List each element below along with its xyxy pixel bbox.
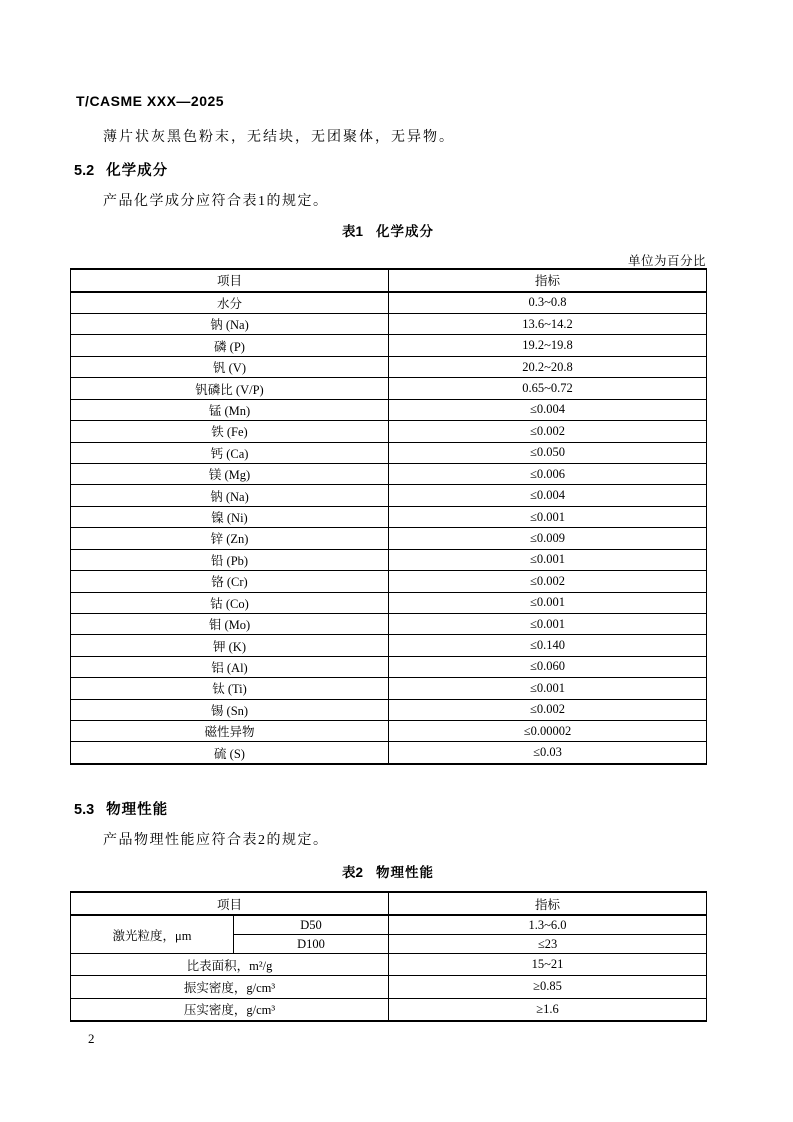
table-row [71,549,707,570]
table-row [71,463,707,484]
item-cell: 压实密度，g/cm³ [71,998,389,1021]
table1-caption-title: 化学成分 [376,224,434,239]
spec-cell: ≤0.00002 [389,721,707,742]
intro-paragraph: 薄片状灰黑色粉末，无结块，无团聚体，无异物。 [103,130,455,145]
item-cell: 钾 (K) [71,635,389,656]
item-cell: 钛 (Ti) [71,678,389,699]
item-cell: 磁性异物 [71,721,389,742]
column-header-item: 项目 [71,269,389,292]
spec-cell: 1.3~6.0 [389,915,707,934]
item-group-cell: 激光粒度，μm [71,915,234,953]
physical-properties-paragraph: 产品物理性能应符合表2的规定。 [103,833,329,848]
item-cell: 硫 (S) [71,742,389,764]
spec-cell: ≥1.6 [389,998,707,1021]
item-cell: 铁 (Fe) [71,421,389,442]
item-cell: 镁 (Mg) [71,463,389,484]
table-row [71,421,707,442]
column-header-spec: 指标 [389,269,707,292]
spec-cell: 0.3~0.8 [389,292,707,314]
table2-caption [70,861,706,881]
table-row [71,292,707,314]
spec-cell: ≤0.009 [389,528,707,549]
chemical-composition-table [70,268,707,765]
table-row [71,635,707,656]
spec-cell: ≤0.001 [389,506,707,527]
spec-cell: ≥0.85 [389,976,707,998]
table-row [71,314,707,335]
column-header-item: 项目 [71,892,389,915]
section-5-2-heading [74,159,168,180]
table1-unit-note: 单位为百分比 [627,254,706,268]
spec-cell: ≤0.060 [389,656,707,677]
spec-cell: ≤0.002 [389,421,707,442]
section-title: 物理性能 [106,802,169,818]
table2-caption-label: 表2 [341,865,363,880]
physical-properties-table [70,891,707,1022]
spec-cell: ≤0.002 [389,571,707,592]
item-cell: 锰 (Mn) [71,399,389,420]
table1-caption [70,220,706,240]
spec-cell: 20.2~20.8 [389,356,707,377]
spec-cell: ≤23 [389,935,707,954]
item-cell: 磷 (P) [71,335,389,356]
table2-caption-title: 物理性能 [376,865,434,880]
item-cell: 比表面积，m²/g [71,954,389,976]
item-cell: 钠 (Na) [71,485,389,506]
section-number: 5.3 [74,802,95,818]
item-cell: 钴 (Co) [71,592,389,613]
item-cell: 钒 (V) [71,356,389,377]
doc-code-header: T/CASME XXX—2025 [76,93,225,109]
spec-cell: ≤0.001 [389,613,707,634]
table-row [71,571,707,592]
spec-cell: 19.2~19.8 [389,335,707,356]
section-number: 5.2 [74,163,95,179]
table-row [71,721,707,742]
table-header-row [71,892,707,915]
spec-cell: ≤0.001 [389,592,707,613]
sub-item-cell: D50 [234,915,389,934]
table-row [71,506,707,527]
table-row [71,613,707,634]
spec-cell: ≤0.050 [389,442,707,463]
spec-cell: ≤0.03 [389,742,707,764]
table-row [71,335,707,356]
sub-item-cell: D100 [234,935,389,954]
spec-cell: 15~21 [389,954,707,976]
table-row [71,528,707,549]
spec-cell: 13.6~14.2 [389,314,707,335]
table-row [71,656,707,677]
item-cell: 铅 (Pb) [71,549,389,570]
item-cell: 锌 (Zn) [71,528,389,549]
spec-cell: ≤0.001 [389,549,707,570]
table-row [71,378,707,399]
table-row [71,742,707,764]
table-row [71,998,707,1021]
spec-cell: ≤0.140 [389,635,707,656]
chemical-composition-paragraph: 产品化学成分应符合表1的规定。 [103,194,329,209]
table-row [71,399,707,420]
table-row [71,915,707,934]
table-row [71,592,707,613]
table-row [71,356,707,377]
table-row [71,699,707,720]
item-cell: 钠 (Na) [71,314,389,335]
item-cell: 铝 (Al) [71,656,389,677]
item-cell: 钼 (Mo) [71,613,389,634]
column-header-spec: 指标 [389,892,707,915]
spec-cell: ≤0.002 [389,699,707,720]
spec-cell: ≤0.004 [389,485,707,506]
item-cell: 钙 (Ca) [71,442,389,463]
spec-cell: 0.65~0.72 [389,378,707,399]
table-header-row [71,269,707,292]
item-cell: 铬 (Cr) [71,571,389,592]
spec-cell: ≤0.004 [389,399,707,420]
item-cell: 水分 [71,292,389,314]
section-5-3-heading [74,798,168,819]
table-row [71,442,707,463]
table-row [71,954,707,976]
item-cell: 镍 (Ni) [71,506,389,527]
table-row [71,976,707,998]
table-row [71,485,707,506]
page-number: 2 [88,1031,95,1046]
item-cell: 振实密度，g/cm³ [71,976,389,998]
item-cell: 钒磷比 (V/P) [71,378,389,399]
spec-cell: ≤0.006 [389,463,707,484]
spec-cell: ≤0.001 [389,678,707,699]
section-title: 化学成分 [106,163,169,179]
table1-caption-label: 表1 [341,224,363,239]
item-cell: 锡 (Sn) [71,699,389,720]
table-row [71,678,707,699]
